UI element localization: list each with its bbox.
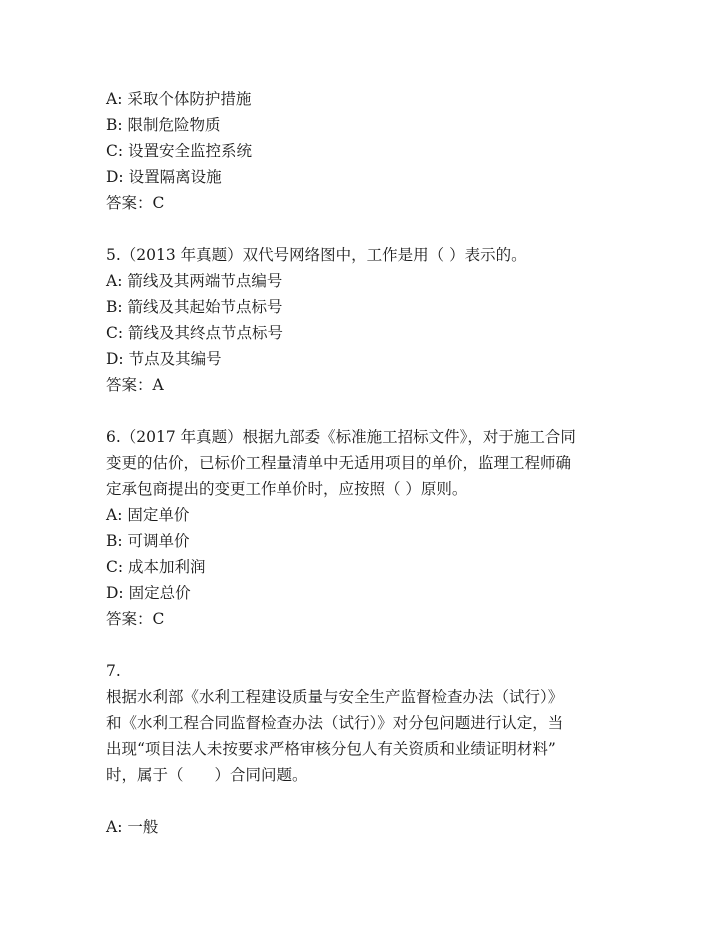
option-b: B: 限制危险物质 (106, 116, 221, 134)
option-a: A: 采取个体防护措施 (106, 90, 252, 108)
spacer (106, 788, 626, 814)
question-stem-line: 6.（2017 年真题）根据九部委《标准施工招标文件》，对于施工合同 (106, 428, 576, 446)
question-stem-line: 定承包商提出的变更工作单价时，应按照（ ）原则。 (106, 480, 468, 498)
option-a: A: 箭线及其两端节点编号 (106, 272, 283, 290)
option-b: B: 箭线及其起始节点标号 (106, 298, 283, 316)
answer: 答案：C (106, 610, 165, 628)
question-number: 7. (106, 662, 121, 680)
question-stem: 5.（2013 年真题）双代号网络图中，工作是用（ ）表示的。 (106, 246, 527, 264)
question-stem-line: 和《水利工程合同监督检查办法（试行）》对分包问题进行认定，当 (106, 714, 564, 732)
question-7 (106, 658, 626, 840)
spacer (106, 632, 626, 658)
spacer (106, 216, 626, 242)
spacer (106, 398, 626, 424)
option-d: D: 节点及其编号 (106, 350, 222, 368)
document-page (106, 86, 626, 840)
option-d: D: 固定总价 (106, 584, 191, 602)
option-c: C: 设置安全监控系统 (106, 142, 253, 160)
question-stem-line: 时，属于（ ）合同问题。 (106, 766, 308, 784)
option-d: D: 设置隔离设施 (106, 168, 222, 186)
option-b: B: 可调单价 (106, 532, 190, 550)
option-c: C: 箭线及其终点节点标号 (106, 324, 284, 342)
answer: 答案：C (106, 194, 165, 212)
question-4 (106, 86, 626, 216)
question-5 (106, 242, 626, 398)
option-c: C: 成本加利润 (106, 558, 206, 576)
answer: 答案：A (106, 376, 164, 394)
question-stem-line: 根据水利部《水利工程建设质量与安全生产监督检查办法（试行）》 (106, 688, 564, 706)
option-a: A: 固定单价 (106, 506, 190, 524)
question-stem-line: 变更的估价，已标价工程量清单中无适用项目的单价，监理工程师确 (106, 454, 572, 472)
question-6 (106, 424, 626, 632)
question-stem-line: 出现“项目法人未按要求严格审核分包人有关资质和业绩证明材料” (106, 740, 556, 758)
option-a: A: 一般 (106, 818, 159, 836)
